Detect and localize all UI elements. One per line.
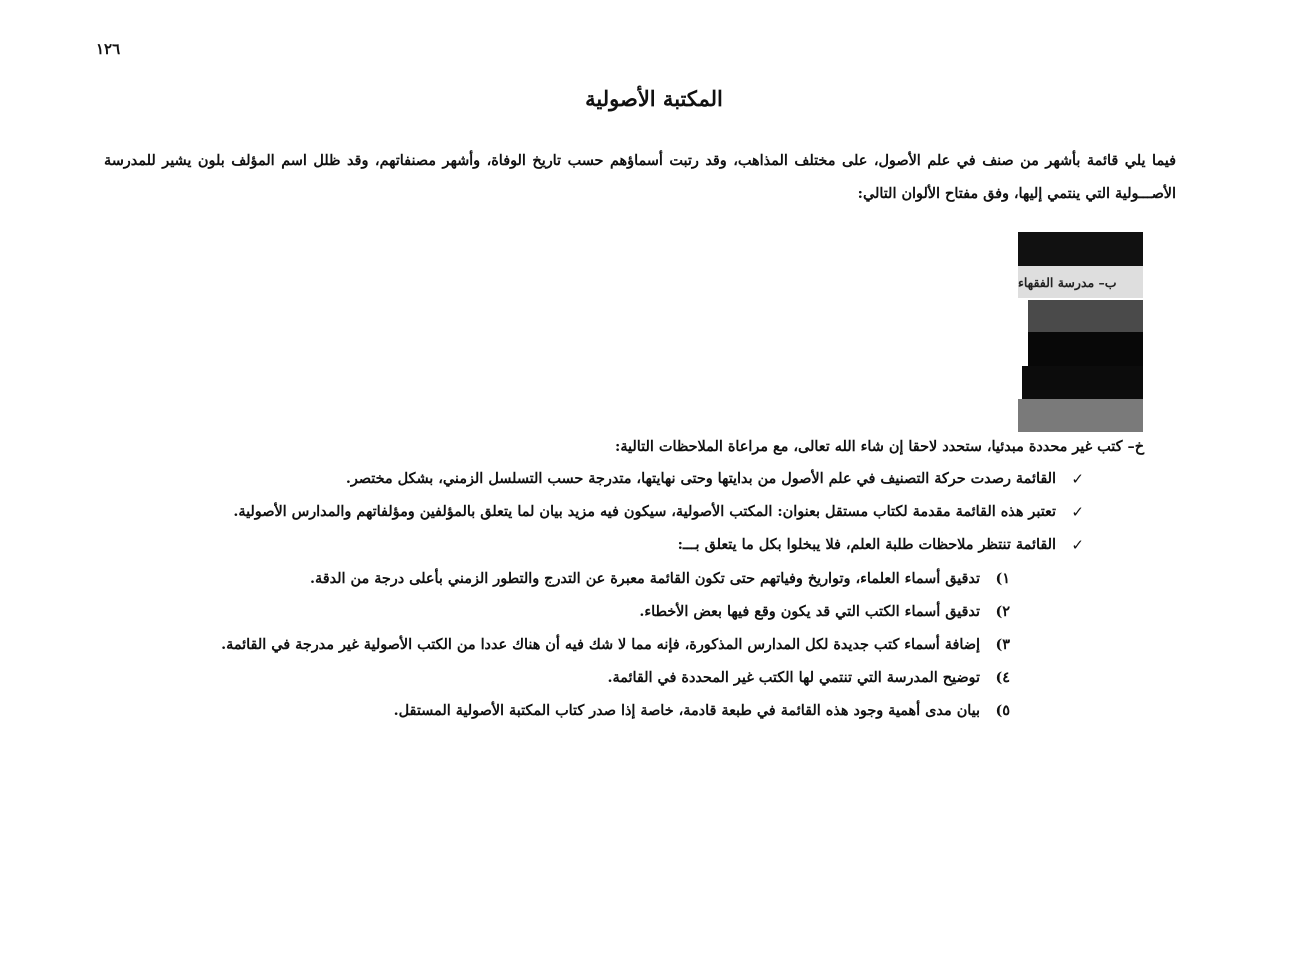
color-key-label: ب– مدرسة الفقهاء (1018, 274, 1117, 290)
bullet-text: القائمة تنتظر ملاحظات طلبة العلم، فلا يبخلوا بكل ما يتعلق بـــ: (677, 536, 1056, 553)
checkmark-icon: ✓ (1071, 536, 1084, 554)
list-item (200, 603, 1010, 636)
item-text: تدقيق أسماء العلماء، وتواريخ وفياتهم حتى تكون القائمة معبرة عن التدرج والتطور الزمني بأعلى درجة من الدقة. (309, 570, 980, 587)
page-title: المكتبة الأصولية (585, 86, 723, 111)
color-key-swatch (1028, 332, 1143, 366)
checkmark-icon: ✓ (1071, 503, 1084, 521)
list-item (200, 636, 1010, 669)
item-text: تدقيق أسماء الكتب التي قد يكون وقع فيها بعض الأخطاء. (639, 603, 980, 620)
color-key-swatch (1018, 399, 1143, 432)
item-number: ٤) (995, 669, 1010, 686)
item-text: توضيح المدرسة التي تنتمي لها الكتب غير المحددة في القائمة. (607, 669, 980, 686)
page-number: ١٢٦ (96, 40, 121, 58)
item-text: بيان مدى أهمية وجود هذه القائمة في طبعة قادمة، خاصة إذا صدر كتاب المكتبة الأصولية المستقل. (393, 702, 980, 719)
list-item (200, 669, 1010, 702)
color-key-swatch (1018, 232, 1143, 266)
unclassified-books-note: خ– كتب غير محددة مبدئيا، ستحدد لاحقا إن شاء الله تعالى، مع مراعاة الملاحظات التالية: (615, 438, 1144, 455)
color-key-swatch (1022, 366, 1143, 399)
checkmark-icon: ✓ (1071, 470, 1084, 488)
notes-bullet-list (200, 470, 1084, 569)
list-item (200, 503, 1084, 536)
list-item (200, 536, 1084, 569)
bullet-text: تعتبر هذه القائمة مقدمة لكتاب مستقل بعنوان: المكتب الأصولية، سيكون فيه مزيد بيان لما يتعلق بالمؤلفين ومؤلفاتهم والمدارس الأصولية. (233, 503, 1056, 520)
list-item (200, 702, 1010, 735)
list-item (200, 470, 1084, 503)
list-item (200, 570, 1010, 603)
color-key-swatch-fuqaha (1018, 266, 1143, 298)
item-number: ١) (995, 570, 1010, 587)
color-key-swatch (1028, 300, 1143, 332)
item-number: ٢) (995, 603, 1010, 620)
bullet-text: القائمة رصدت حركة التصنيف في علم الأصول من بدايتها وحتى نهايتها، متدرجة حسب التسلسل الزمني، بشكل مختصر. (345, 470, 1056, 487)
color-key (1018, 232, 1143, 432)
item-number: ٣) (995, 636, 1010, 653)
item-number: ٥) (995, 702, 1010, 719)
notes-numbered-list (200, 570, 1010, 735)
item-text: إضافة أسماء كتب جديدة لكل المدارس المذكورة، فإنه مما لا شك فيه أن هناك عددا من الكتب الأصولية غير مدرجة في القائمة. (221, 636, 980, 653)
intro-paragraph: فيما يلي قائمة بأشهر من صنف في علم الأصول، على مختلف المذاهب، وقد رتبت أسماؤهم حسب تاريخ الوفاة، وأشهر مصنفاتهم، وقد ظلل اسم المؤلف بلون يشير للمدرسة الأصـــولية التي ينتمي إليها، وفق مفتاح الألوان التالي: (104, 152, 1176, 202)
